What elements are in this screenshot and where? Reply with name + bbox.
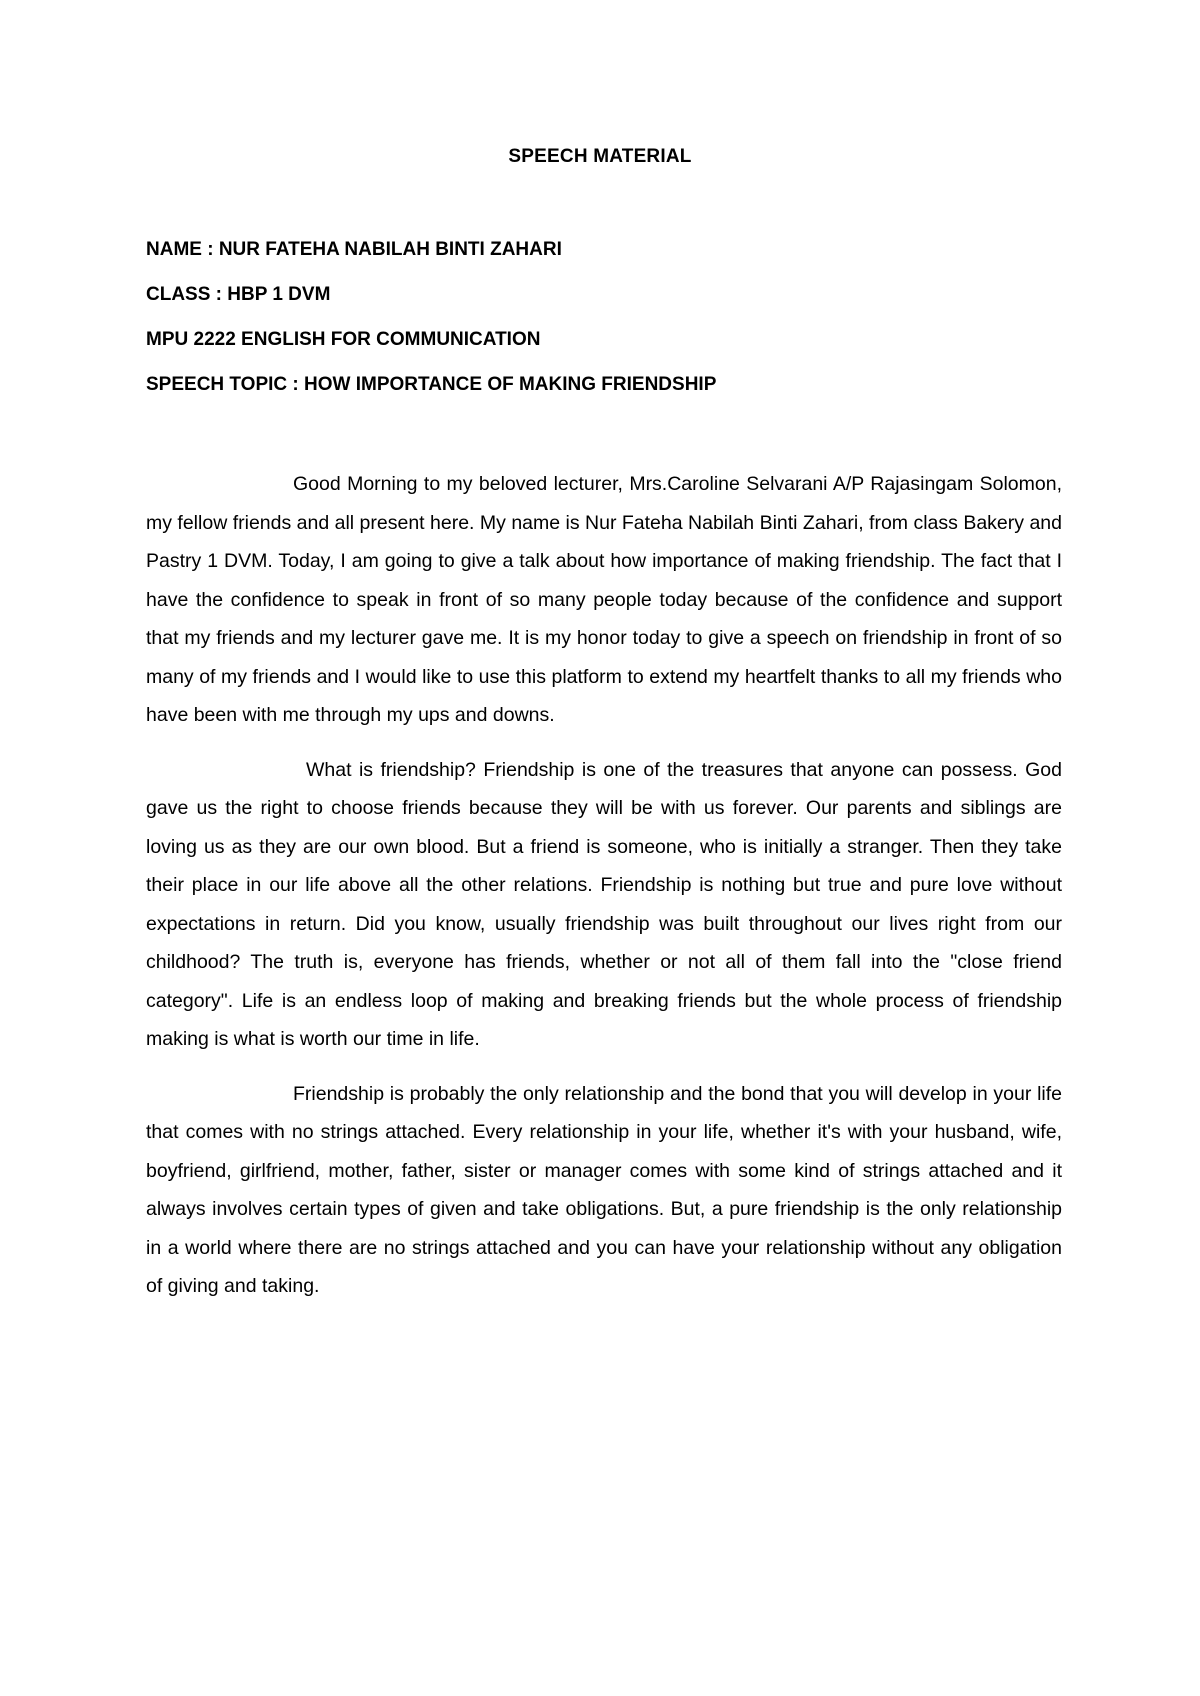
paragraph-no-strings-attached: Friendship is probably the only relationship and the bond that you will develop in your life that comes with no strings attached. Every relationship in your life, whether it's with your husband, wife, boyfriend, girlfriend, mother, father, sister or manager comes with some kind of strings attached and it always involves certain types of given and take obligations. But, a pure friendship is the only relationship in a world where there are no strings attached and you can have your relationship without any obligation of giving and taking. [146, 1082, 1062, 1297]
student-name: NAME : NUR FATEHA NABILAH BINTI ZAHARI [146, 239, 562, 260]
student-class: CLASS : HBP 1 DVM [146, 284, 331, 305]
paragraph-introduction: Good Morning to my beloved lecturer, Mrs.Caroline Selvarani A/P Rajasingam Solomon, my fellow friends and all present here. My name is Nur Fateha Nabilah Binti Zahari, from class Bakery and Pastry 1 DVM. Today, I am going to give a talk about how importance of making friendship. The fact that I have the confidence to speak in front of so many people today because of the confidence and support that my friends and my lecturer gave me. It is my honor today to give a speech on friendship in front of so many of my friends and I would like to use this platform to extend my heartfelt thanks to all my friends who have been with me through my ups and downs. [146, 473, 1062, 726]
student-info-block [146, 238, 1066, 418]
paragraph-what-is-friendship: What is friendship? Friendship is one of the treasures that anyone can possess. God gave us the right to choose friends because they will be with us forever. Our parents and siblings are loving us as they are our own blood. But a friend is someone, who is initially a stranger. Then they take their place in our life above all the other relations. Friendship is nothing but true and pure love without expectations in return. Did you know, usually friendship was built throughout our lives right from our childhood? The truth is, everyone has friends, whether or not all of them fall into the "close friend category". Life is an endless loop of making and breaking friends but the whole process of friendship making is what is worth our time in life. [146, 758, 1062, 1050]
speech-body [146, 465, 1062, 1322]
speech-topic: SPEECH TOPIC : HOW IMPORTANCE OF MAKING FRIENDSHIP [146, 374, 717, 395]
document-title: SPEECH MATERIAL [508, 146, 692, 167]
course-code: MPU 2222 ENGLISH FOR COMMUNICATION [146, 329, 541, 350]
